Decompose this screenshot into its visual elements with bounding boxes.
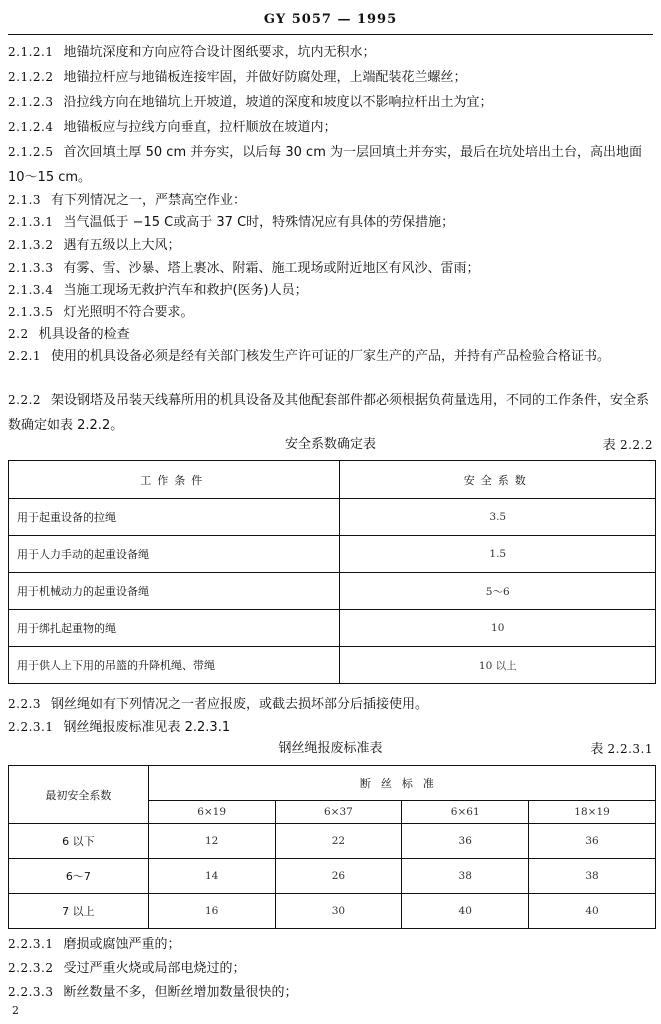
- table2-cell: 40: [529, 894, 656, 929]
- clause-2-2: 2.2 机具设备的检查: [8, 327, 130, 342]
- clause-2-1-2-4: 2.1.2.4 地锚板应与拉线方向垂直，拉杆顺放在坡道内；: [8, 120, 337, 135]
- table2-row-label: 7 以上: [9, 894, 149, 929]
- table1-header-condition: 工作条件: [9, 461, 340, 499]
- table1-cell-factor: 3.5: [340, 499, 656, 536]
- table2-header-broken-wire-standard: 断丝标准: [148, 766, 655, 801]
- clause-2-1-3-2: 2.1.3.2 遇有五级以上大风；: [8, 238, 181, 253]
- clause-2-1-3-1: 2.1.3.1 当气温低于 −15 C或高于 37 C时，特殊情况应有具体的劳保措施；: [8, 215, 455, 230]
- table1-cell-condition: 用于起重设备的拉绳: [9, 499, 340, 536]
- table2-cell: 22: [275, 824, 402, 859]
- clause-2-1-3-5: 2.1.3.5 灯光照明不符合要求。: [8, 305, 194, 320]
- page-header: GY 5057 — 1995: [263, 12, 398, 27]
- table2-subheader: 6×37: [275, 801, 402, 824]
- table1-cell-factor: 5～6: [340, 573, 656, 610]
- clause-2-2-3-2: 2.2.3.2 受过严重火烧或局部电烧过的；: [8, 961, 246, 976]
- table1-cell-factor: 1.5: [340, 536, 656, 573]
- clause-2-1-3: 2.1.3 有下列情况之一，严禁高空作业：: [8, 193, 247, 208]
- table2-ref: 表 2.2.3.1: [590, 742, 653, 757]
- table-row: [9, 859, 656, 894]
- clause-2-2-3-1: 2.2.3.1 磨损或腐蚀严重的；: [8, 937, 181, 952]
- table1-header-factor: 安全系数: [340, 461, 656, 499]
- clause-2-2-3-3: 2.2.3.3 断丝数量不多，但断丝增加数量很快的；: [8, 985, 298, 1000]
- table1-cell-condition: 用于绑扎起重物的绳: [9, 610, 340, 647]
- table2-cell: 16: [148, 894, 275, 929]
- clause-2-1-2-3: 2.1.2.3 沿拉线方向在地锚坑上开坡道，坡道的深度和坡度以不影响拉杆出土为宜；: [8, 95, 493, 110]
- table2-cell: 36: [529, 824, 656, 859]
- table-row: [9, 824, 656, 859]
- clause-2-1-2-5: 2.1.2.5 首次回填土厚 50 cm 并夯实，以后每 30 cm 为一层回填土并夯实，最后在坑处培出土台，高出地面 10～15 cm。: [8, 145, 642, 185]
- clause-2-1-2-2: 2.1.2.2 地锚拉杆应与地锚板连接牢固，并做好防腐处理，上端配装花兰螺丝；: [8, 70, 467, 85]
- table2-caption: 钢丝绳报废标准表: [278, 741, 383, 756]
- table2-header-row: [9, 766, 656, 801]
- table2-cell: 26: [275, 859, 402, 894]
- table2-subheader: 18×19: [529, 801, 656, 824]
- clause-2-1-2-1: 2.1.2.1 地锚坑深度和方向应符合设计图纸要求，坑内无积水；: [8, 45, 376, 60]
- table-row: [9, 499, 656, 536]
- table1-cell-condition: 用于机械动力的起重设备绳: [9, 573, 340, 610]
- table2-row-label: 6 以下: [9, 824, 149, 859]
- table-row: [9, 610, 656, 647]
- clause-2-2-1: 2.2.1 使用的机具设备必须是经有关部门核发生产许可证的厂家生产的产品，并持有产品检验合格证书。: [8, 349, 611, 364]
- table1-caption: 安全系数确定表: [284, 437, 376, 452]
- table2-cell: 14: [148, 859, 275, 894]
- table2-cell: 12: [148, 824, 275, 859]
- table-row: [9, 536, 656, 573]
- safety-factor-table: [8, 460, 656, 684]
- clause-2-2-2: 2.2.2 架设钢塔及吊装天线幕所用的机具设备及其他配套部件都必须根据负荷量选用，不同的工作条件，安全系数确定如表 2.2.2。: [8, 393, 650, 433]
- table1-cell-condition: 用于供人上下用的吊篮的升降机绳、带绳: [9, 647, 340, 684]
- table2-cell: 38: [529, 859, 656, 894]
- header-rule: [8, 34, 653, 35]
- wire-rope-scrap-table: [8, 765, 656, 929]
- table2-subheader: 6×61: [402, 801, 529, 824]
- table1-cell-condition: 用于人力手动的起重设备绳: [9, 536, 340, 573]
- table1-cell-factor: 10 以上: [340, 647, 656, 684]
- page-number: 2: [12, 1004, 19, 1017]
- table1-cell-factor: 10: [340, 610, 656, 647]
- table-row: [9, 647, 656, 684]
- table2-cell: 38: [402, 859, 529, 894]
- clause-2-2-3-1-ref: 2.2.3.1 钢丝绳报废标准见表 2.2.3.1: [8, 720, 231, 735]
- table2-row-label: 6～7: [9, 859, 149, 894]
- table2-cell: 36: [402, 824, 529, 859]
- table-row: [9, 894, 656, 929]
- table2-cell: 40: [402, 894, 529, 929]
- clause-2-1-3-4: 2.1.3.4 当施工现场无救护汽车和救护(医务)人员；: [8, 283, 308, 298]
- table1-header-row: [9, 461, 656, 499]
- table2-header-initial-factor: 最初安全系数: [9, 766, 149, 824]
- table-row: [9, 573, 656, 610]
- clause-2-2-3: 2.2.3 钢丝绳如有下列情况之一者应报废，或截去损坏部分后插接使用。: [8, 697, 429, 712]
- clause-2-1-3-3: 2.1.3.3 有雾、雪、沙暴、塔上裹冰、附霜、施工现场或附近地区有风沙、雷雨；: [8, 261, 480, 276]
- table2-subheader: 6×19: [148, 801, 275, 824]
- table2-cell: 30: [275, 894, 402, 929]
- table1-ref: 表 2.2.2: [602, 438, 653, 453]
